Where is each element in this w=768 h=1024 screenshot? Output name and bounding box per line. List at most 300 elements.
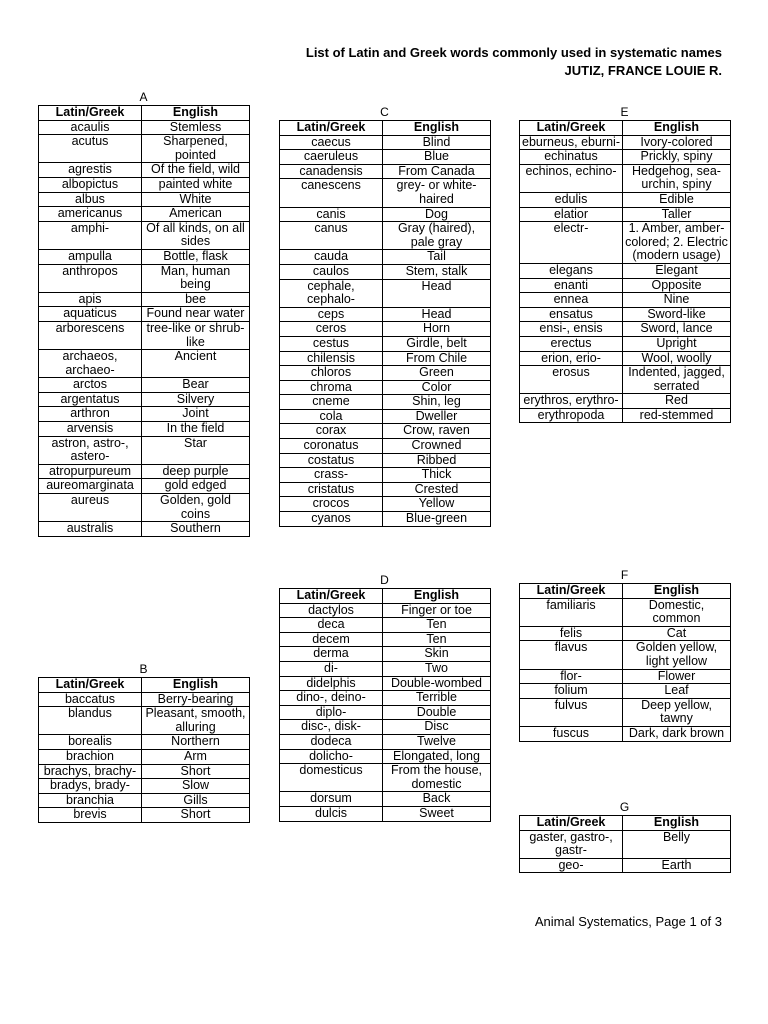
latin-term: geo- [520, 858, 623, 873]
english-meaning: Golden, gold coins [142, 494, 250, 522]
latin-term: atropurpureum [39, 464, 142, 479]
table-row [39, 221, 250, 249]
latin-term: acaulis [39, 120, 142, 135]
english-meaning: From the house, domestic [383, 764, 491, 792]
table-row [39, 779, 250, 794]
table-row [280, 264, 491, 279]
table-header-row [39, 106, 250, 121]
section-letter: D [380, 573, 389, 587]
table-row [280, 250, 491, 265]
table-row [39, 793, 250, 808]
table-row [520, 394, 731, 409]
english-meaning: Terrible [383, 691, 491, 706]
english-meaning: Deep yellow, tawny [623, 698, 731, 726]
vocab-table [519, 815, 731, 873]
latin-term: australis [39, 522, 142, 537]
section-b [38, 662, 249, 823]
english-column-header: English [623, 121, 731, 136]
english-meaning: Shin, leg [383, 395, 491, 410]
table-row [520, 351, 731, 366]
table-row [39, 292, 250, 307]
table-row [39, 163, 250, 178]
latin-term: costatus [280, 453, 383, 468]
table-row [39, 808, 250, 823]
latin-term: elegans [520, 263, 623, 278]
english-meaning: Elongated, long [383, 749, 491, 764]
english-meaning: Edible [623, 192, 731, 207]
latin-term: crass- [280, 468, 383, 483]
page-footer: Animal Systematics, Page 1 of 3 [534, 914, 722, 929]
english-meaning: Girdle, belt [383, 336, 491, 351]
table-row [39, 120, 250, 135]
english-meaning: Tail [383, 250, 491, 265]
table-row [280, 705, 491, 720]
english-meaning: Head [383, 279, 491, 307]
latin-term: enanti [520, 278, 623, 293]
latin-term: flor- [520, 669, 623, 684]
table-row [280, 322, 491, 337]
english-meaning: deep purple [142, 464, 250, 479]
table-row [520, 641, 731, 669]
english-meaning: In the field [142, 422, 250, 437]
latin-column-header: Latin/Greek [280, 589, 383, 604]
latin-term: cristatus [280, 482, 383, 497]
latin-term: didelphis [280, 676, 383, 691]
latin-term: acutus [39, 135, 142, 163]
english-meaning: Taller [623, 207, 731, 222]
english-meaning: Two [383, 661, 491, 676]
english-meaning: Sword-like [623, 307, 731, 322]
table-row [39, 692, 250, 707]
latin-term: echinatus [520, 150, 623, 165]
latin-term: fulvus [520, 698, 623, 726]
english-meaning: Of all kinds, on all sides [142, 221, 250, 249]
latin-term: caulos [280, 264, 383, 279]
table-row [280, 647, 491, 662]
english-meaning: Stem, stalk [383, 264, 491, 279]
latin-term: brevis [39, 808, 142, 823]
latin-term: aquaticus [39, 307, 142, 322]
english-meaning: gold edged [142, 479, 250, 494]
table-row [520, 207, 731, 222]
english-meaning: Yellow [383, 497, 491, 512]
latin-term: albus [39, 192, 142, 207]
vocab-table [519, 120, 731, 423]
table-row [280, 618, 491, 633]
english-meaning: Ribbed [383, 453, 491, 468]
english-meaning: Gray (haired), pale gray [383, 222, 491, 250]
english-meaning: Arm [142, 749, 250, 764]
author-name: JUTIZ, FRANCE LOUIE R. [564, 63, 722, 78]
table-row [39, 249, 250, 264]
table-row [39, 192, 250, 207]
section-letter: G [619, 800, 630, 814]
latin-term: brachys, brachy- [39, 764, 142, 779]
table-row [39, 735, 250, 750]
table-header-row [520, 121, 731, 136]
table-row [39, 707, 250, 735]
english-meaning: Color [383, 380, 491, 395]
table-row [280, 512, 491, 527]
english-meaning: Pleasant, smooth, alluring [142, 707, 250, 735]
table-row [280, 135, 491, 150]
english-meaning: Prickly, spiny [623, 150, 731, 165]
table-row [520, 698, 731, 726]
latin-column-header: Latin/Greek [520, 121, 623, 136]
latin-column-header: Latin/Greek [39, 106, 142, 121]
section-letter: B [139, 662, 148, 676]
english-meaning: Skin [383, 647, 491, 662]
table-row [39, 479, 250, 494]
english-meaning: Joint [142, 407, 250, 422]
latin-term: di- [280, 661, 383, 676]
table-header-row [280, 589, 491, 604]
latin-term: cauda [280, 250, 383, 265]
english-column-header: English [142, 678, 250, 693]
english-meaning: Berry-bearing [142, 692, 250, 707]
latin-term: deca [280, 618, 383, 633]
section-e [519, 105, 730, 423]
english-meaning: Short [142, 808, 250, 823]
table-row [280, 806, 491, 821]
latin-term: canis [280, 207, 383, 222]
english-meaning: Opposite [623, 278, 731, 293]
table-row [520, 598, 731, 626]
table-row [280, 279, 491, 307]
table-row [520, 669, 731, 684]
english-meaning: Crowned [383, 439, 491, 454]
table-row [39, 177, 250, 192]
table-row [280, 482, 491, 497]
table-row [39, 392, 250, 407]
table-row [280, 632, 491, 647]
english-meaning: Blind [383, 135, 491, 150]
section-d [279, 573, 490, 822]
latin-term: dino-, deino- [280, 691, 383, 706]
table-row [520, 164, 731, 192]
latin-term: branchia [39, 793, 142, 808]
section-letter: F [620, 568, 629, 582]
latin-term: chloros [280, 366, 383, 381]
english-meaning: Blue-green [383, 512, 491, 527]
english-meaning: Gills [142, 793, 250, 808]
english-meaning: grey- or white-haired [383, 179, 491, 207]
section-c [279, 105, 490, 527]
english-meaning: Slow [142, 779, 250, 794]
english-meaning: Disc [383, 720, 491, 735]
latin-term: eburneus, eburni- [520, 135, 623, 150]
table-row [280, 222, 491, 250]
latin-column-header: Latin/Greek [520, 584, 623, 599]
latin-term: ensi-, ensis [520, 322, 623, 337]
latin-term: arctos [39, 378, 142, 393]
table-row [39, 464, 250, 479]
section-g [519, 800, 730, 873]
latin-term: baccatus [39, 692, 142, 707]
latin-term: archaeos, archaeo- [39, 350, 142, 378]
table-row [280, 409, 491, 424]
english-meaning: Southern [142, 522, 250, 537]
table-row [39, 135, 250, 163]
english-meaning: Sword, lance [623, 322, 731, 337]
table-row [280, 307, 491, 322]
table-header-row [520, 816, 731, 831]
english-meaning: tree-like or shrub-like [142, 321, 250, 349]
english-meaning: Double-wombed [383, 676, 491, 691]
english-meaning: Cat [623, 626, 731, 641]
latin-term: cneme [280, 395, 383, 410]
latin-term: domesticus [280, 764, 383, 792]
english-meaning: Sharpened, pointed [142, 135, 250, 163]
latin-term: caeruleus [280, 150, 383, 165]
latin-term: ceros [280, 322, 383, 337]
latin-term: folium [520, 684, 623, 699]
table-row [520, 858, 731, 873]
latin-term: astron, astro-, astero- [39, 436, 142, 464]
table-row [39, 494, 250, 522]
table-row [520, 293, 731, 308]
latin-term: erythros, erythro- [520, 394, 623, 409]
latin-term: dactylos [280, 603, 383, 618]
latin-term: arthron [39, 407, 142, 422]
latin-term: anthropos [39, 264, 142, 292]
table-row [520, 307, 731, 322]
english-meaning: Bear [142, 378, 250, 393]
table-row [39, 407, 250, 422]
vocab-table [279, 588, 491, 822]
english-meaning: Northern [142, 735, 250, 750]
table-row [280, 395, 491, 410]
table-row [520, 684, 731, 699]
english-meaning: Bottle, flask [142, 249, 250, 264]
section-a [38, 90, 249, 537]
latin-term: erectus [520, 336, 623, 351]
table-row [520, 222, 731, 264]
latin-term: canescens [280, 179, 383, 207]
english-meaning: White [142, 192, 250, 207]
english-meaning: Short [142, 764, 250, 779]
english-meaning: red-stemmed [623, 408, 731, 423]
latin-term: edulis [520, 192, 623, 207]
latin-term: disc-, disk- [280, 720, 383, 735]
english-meaning: Silvery [142, 392, 250, 407]
english-meaning: Green [383, 366, 491, 381]
latin-term: ennea [520, 293, 623, 308]
english-meaning: Stemless [142, 120, 250, 135]
latin-term: dolicho- [280, 749, 383, 764]
latin-term: gaster, gastro-, gastr- [520, 830, 623, 858]
section-letter: E [620, 105, 629, 119]
english-meaning: Horn [383, 322, 491, 337]
latin-term: dorsum [280, 792, 383, 807]
table-row [39, 321, 250, 349]
latin-term: dodeca [280, 734, 383, 749]
latin-term: arvensis [39, 422, 142, 437]
english-meaning: Blue [383, 150, 491, 165]
table-row [520, 336, 731, 351]
latin-term: ampulla [39, 249, 142, 264]
table-row [280, 336, 491, 351]
latin-term: aureomarginata [39, 479, 142, 494]
table-row [520, 322, 731, 337]
table-row [520, 408, 731, 423]
english-meaning: Ten [383, 632, 491, 647]
english-meaning: Ancient [142, 350, 250, 378]
latin-term: bradys, brady- [39, 779, 142, 794]
table-row [280, 734, 491, 749]
latin-term: borealis [39, 735, 142, 750]
table-row [520, 726, 731, 741]
latin-term: corax [280, 424, 383, 439]
table-row [39, 264, 250, 292]
table-row [280, 691, 491, 706]
table-row [280, 380, 491, 395]
table-row [520, 135, 731, 150]
table-row [520, 830, 731, 858]
latin-term: echinos, echino- [520, 164, 623, 192]
latin-term: cola [280, 409, 383, 424]
english-meaning: Earth [623, 858, 731, 873]
vocab-table [38, 105, 250, 537]
vocab-table [279, 120, 491, 527]
table-row [280, 453, 491, 468]
table-row [280, 207, 491, 222]
table-row [280, 661, 491, 676]
english-meaning: Indented, jagged, serrated [623, 366, 731, 394]
english-meaning: Found near water [142, 307, 250, 322]
table-row [39, 307, 250, 322]
english-column-header: English [383, 121, 491, 136]
english-meaning: Thick [383, 468, 491, 483]
english-meaning: Head [383, 307, 491, 322]
latin-column-header: Latin/Greek [280, 121, 383, 136]
english-column-header: English [623, 816, 731, 831]
latin-term: ensatus [520, 307, 623, 322]
english-meaning: Dweller [383, 409, 491, 424]
latin-term: derma [280, 647, 383, 662]
table-row [280, 351, 491, 366]
english-meaning: 1. Amber, amber-colored; 2. Electric (modern usage) [623, 222, 731, 264]
table-row [520, 278, 731, 293]
table-row [39, 207, 250, 222]
latin-column-header: Latin/Greek [39, 678, 142, 693]
vocab-table [38, 677, 250, 823]
latin-term: familiaris [520, 598, 623, 626]
english-meaning: American [142, 207, 250, 222]
table-row [280, 366, 491, 381]
english-meaning: Nine [623, 293, 731, 308]
latin-term: crocos [280, 497, 383, 512]
latin-term: erythropoda [520, 408, 623, 423]
latin-term: brachion [39, 749, 142, 764]
english-meaning: Wool, woolly [623, 351, 731, 366]
table-row [39, 422, 250, 437]
english-meaning: Leaf [623, 684, 731, 699]
english-column-header: English [383, 589, 491, 604]
latin-term: argentatus [39, 392, 142, 407]
latin-term: erosus [520, 366, 623, 394]
latin-term: blandus [39, 707, 142, 735]
english-meaning: Man, human being [142, 264, 250, 292]
section-letter: A [139, 90, 148, 104]
english-meaning: Red [623, 394, 731, 409]
latin-term: arborescens [39, 321, 142, 349]
table-row [280, 150, 491, 165]
english-meaning: Upright [623, 336, 731, 351]
english-meaning: painted white [142, 177, 250, 192]
latin-term: electr- [520, 222, 623, 264]
english-meaning: Star [142, 436, 250, 464]
english-meaning: Dark, dark brown [623, 726, 731, 741]
section-letter: C [380, 105, 389, 119]
latin-term: felis [520, 626, 623, 641]
english-meaning: Hedgehog, sea-urchin, spiny [623, 164, 731, 192]
table-row [520, 192, 731, 207]
section-f [519, 568, 730, 742]
latin-term: diplo- [280, 705, 383, 720]
document-title: List of Latin and Greek words commonly used in systematic names [305, 45, 722, 60]
table-row [280, 792, 491, 807]
table-row [280, 603, 491, 618]
latin-term: apis [39, 292, 142, 307]
english-meaning: Back [383, 792, 491, 807]
latin-term: albopictus [39, 177, 142, 192]
latin-term: flavus [520, 641, 623, 669]
english-meaning: Sweet [383, 806, 491, 821]
english-meaning: Crested [383, 482, 491, 497]
latin-term: canus [280, 222, 383, 250]
table-row [280, 164, 491, 179]
table-row [520, 150, 731, 165]
english-meaning: Flower [623, 669, 731, 684]
latin-term: decem [280, 632, 383, 647]
latin-term: cephale, cephalo- [280, 279, 383, 307]
table-row [280, 179, 491, 207]
latin-term: dulcis [280, 806, 383, 821]
english-meaning: Elegant [623, 263, 731, 278]
table-row [39, 764, 250, 779]
latin-term: chroma [280, 380, 383, 395]
table-row [39, 522, 250, 537]
table-row [280, 439, 491, 454]
latin-term: cestus [280, 336, 383, 351]
english-meaning: Belly [623, 830, 731, 858]
english-meaning: Ivory-colored [623, 135, 731, 150]
latin-term: canadensis [280, 164, 383, 179]
english-meaning: Dog [383, 207, 491, 222]
table-header-row [520, 584, 731, 599]
table-row [280, 497, 491, 512]
english-column-header: English [142, 106, 250, 121]
table-header-row [39, 678, 250, 693]
latin-term: aureus [39, 494, 142, 522]
latin-term: caecus [280, 135, 383, 150]
english-meaning: Crow, raven [383, 424, 491, 439]
latin-term: erion, erio- [520, 351, 623, 366]
table-row [280, 764, 491, 792]
vocab-table [519, 583, 731, 742]
table-row [520, 263, 731, 278]
table-row [280, 749, 491, 764]
table-row [520, 626, 731, 641]
latin-term: americanus [39, 207, 142, 222]
latin-term: cyanos [280, 512, 383, 527]
latin-term: agrestis [39, 163, 142, 178]
latin-term: chilensis [280, 351, 383, 366]
latin-term: coronatus [280, 439, 383, 454]
latin-term: amphi- [39, 221, 142, 249]
table-row [39, 749, 250, 764]
